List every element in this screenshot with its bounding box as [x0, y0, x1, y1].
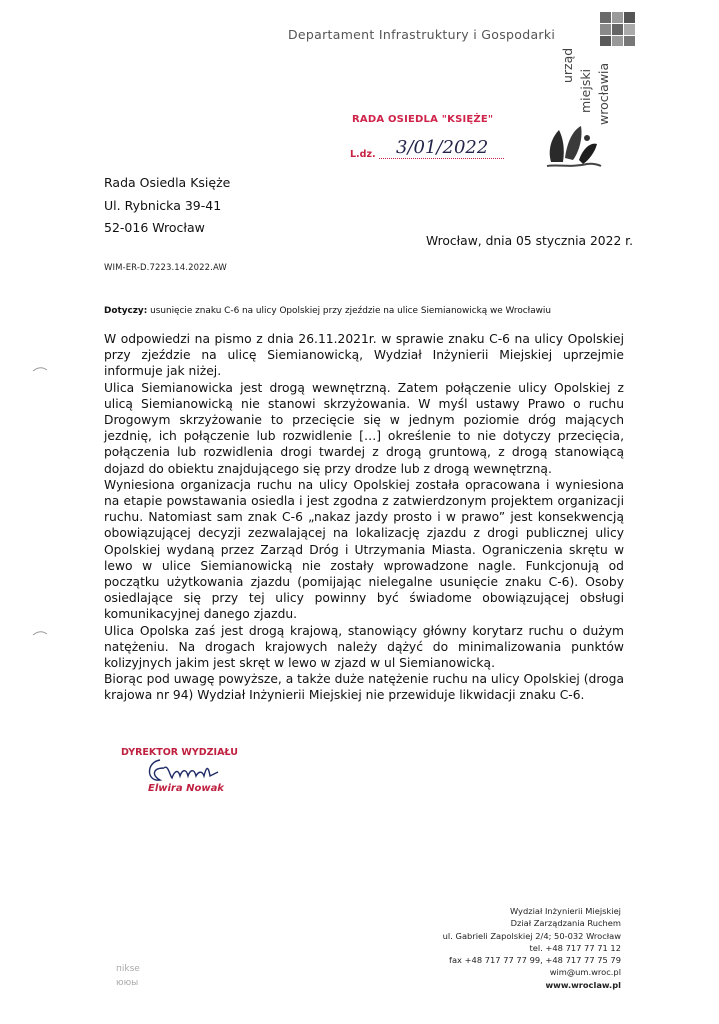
stamp-dotted-line: [379, 158, 504, 159]
footer-division: Dział Zarządzania Ruchem: [510, 918, 621, 929]
footer-address: ul. Gabrieli Zapolskiej 2/4; 50-032 Wrocław: [442, 930, 621, 941]
logo-line-3: wrocławia: [596, 62, 611, 125]
signature-name: Elwira Nowak: [148, 783, 224, 794]
body-paragraph: Ulica Opolska zaś jest drogą krajową, stanowiący główny korytarz ruchu o dużym natężeniu. Na drogach krajowych należy dążyć do minimalizowania punktów kolizyjnych jakim jest skręt w lewo w zjazd w ul Siemianowicką.: [104, 623, 624, 671]
recipient-street: Ul. Rybnicka 39-41: [104, 198, 222, 213]
body-paragraph: Wyniesiona organizacja ruchu na ulicy Opolskiej została opracowana i wyniesiona na etapie powstawania osiedla i jest zgodna z zatwierdzonym projektem organizacji ruchu. Natomiast sam znak C-6 „nakaz jazdy prosto i w prawo” jest konsekwencją obowiązującej decyzji zezwalającej na lokalizację zjazdu z drogi publicznej ulicy Opolskiej wydaną przez Zarząd Dróg i Utrzymania Miasta. Ograniczenia skrętu w lewo w ulice Siemianowicką nie zostały wprowadzone nagle. Funkcjonują od początku użytkowania zjazdu (pomijając nielegalne usunięcie znaku C-6). Osoby osiedlające się przy tej ulicy powinny być świadome obowiązującej obsługi komunikacyjnej danego zjazdu.: [104, 477, 624, 622]
recipient-city: 52-016 Wrocław: [104, 220, 205, 235]
margin-mark: [32, 630, 48, 636]
council-logo-icon: [543, 118, 605, 170]
footer-website: www.wroclaw.pl: [545, 979, 621, 990]
reference-number: WIM-ER-D.7223.14.2022.AW: [104, 263, 227, 273]
recipient-name: Rada Osiedla Księże: [104, 175, 231, 190]
footer-contact: [443, 905, 621, 991]
letter-body: [104, 331, 624, 704]
subject-label: Dotyczy:: [104, 306, 148, 316]
footer-email: wim@um.wroc.pl: [549, 967, 621, 978]
date-line: Wrocław, dnia 05 stycznia 2022 r.: [426, 234, 634, 248]
stamp-council-name: RADA OSIEDLA "KSIĘŻE": [352, 114, 494, 125]
faint-mark: ююы: [116, 978, 139, 988]
faint-mark: пikse: [116, 964, 140, 974]
signature-title: DYREKTOR WYDZIAŁU: [121, 747, 238, 758]
margin-mark: [32, 366, 48, 372]
stamp-ldz-label: L.dz.: [350, 149, 376, 160]
stamp-ldz-number: 3/01/2022: [396, 137, 489, 158]
department-name: Departament Infrastruktury i Gospodarki: [288, 27, 556, 42]
body-paragraph: Biorąc pod uwagę powyższe, a także duże natężenie ruchu na ulicy Opolskiej (droga krajowa nr 94) Wydział Inżynierii Miejskiej nie przewiduje likwidacji znaku C-6.: [104, 672, 624, 703]
body-paragraph: W odpowiedzi na pismo z dnia 26.11.2021r. w sprawie znaku C-6 na ulicy Opolskiej przy zjeździe na ulicę Siemianowicką, Wydział Inżynierii Miejskiej uprzejmie informuje jak niżej.: [104, 332, 624, 379]
subject-line: [104, 306, 551, 316]
logo-line-2: miejski: [578, 68, 593, 113]
subject-text: usunięcie znaku C-6 na ulicy Opolskiej przy zjeździe na ulice Siemianowicką we Wrocławiu: [150, 306, 551, 316]
footer-unit: Wydział Inżynierii Miejskiej: [510, 906, 621, 916]
body-paragraph: Ulica Siemianowicka jest drogą wewnętrzną. Zatem połączenie ulicy Opolskiej z ulicą Siemianowicką nie stanowi skrzyżowania. W myśl ustawy Prawo o ruchu Drogowym skrzyżowanie to przecięcie się w jednym poziomie dróg mających jezdnię, ich połączenie lub rozwidlenie […] określenie to nie dotyczy przecięcia, połączenia lub rozwidlenia drogi twardej z drogą gruntową, z drogą stanowiącą dojazd do obiektu znajdującego się przy drodze lub z drogą wewnętrzną.: [104, 380, 624, 476]
footer-tel: tel. +48 717 77 71 12: [529, 942, 621, 953]
footer-fax: fax +48 717 77 77 99, +48 717 77 75 79: [449, 955, 621, 966]
logo-line-1: urząd: [560, 47, 575, 83]
